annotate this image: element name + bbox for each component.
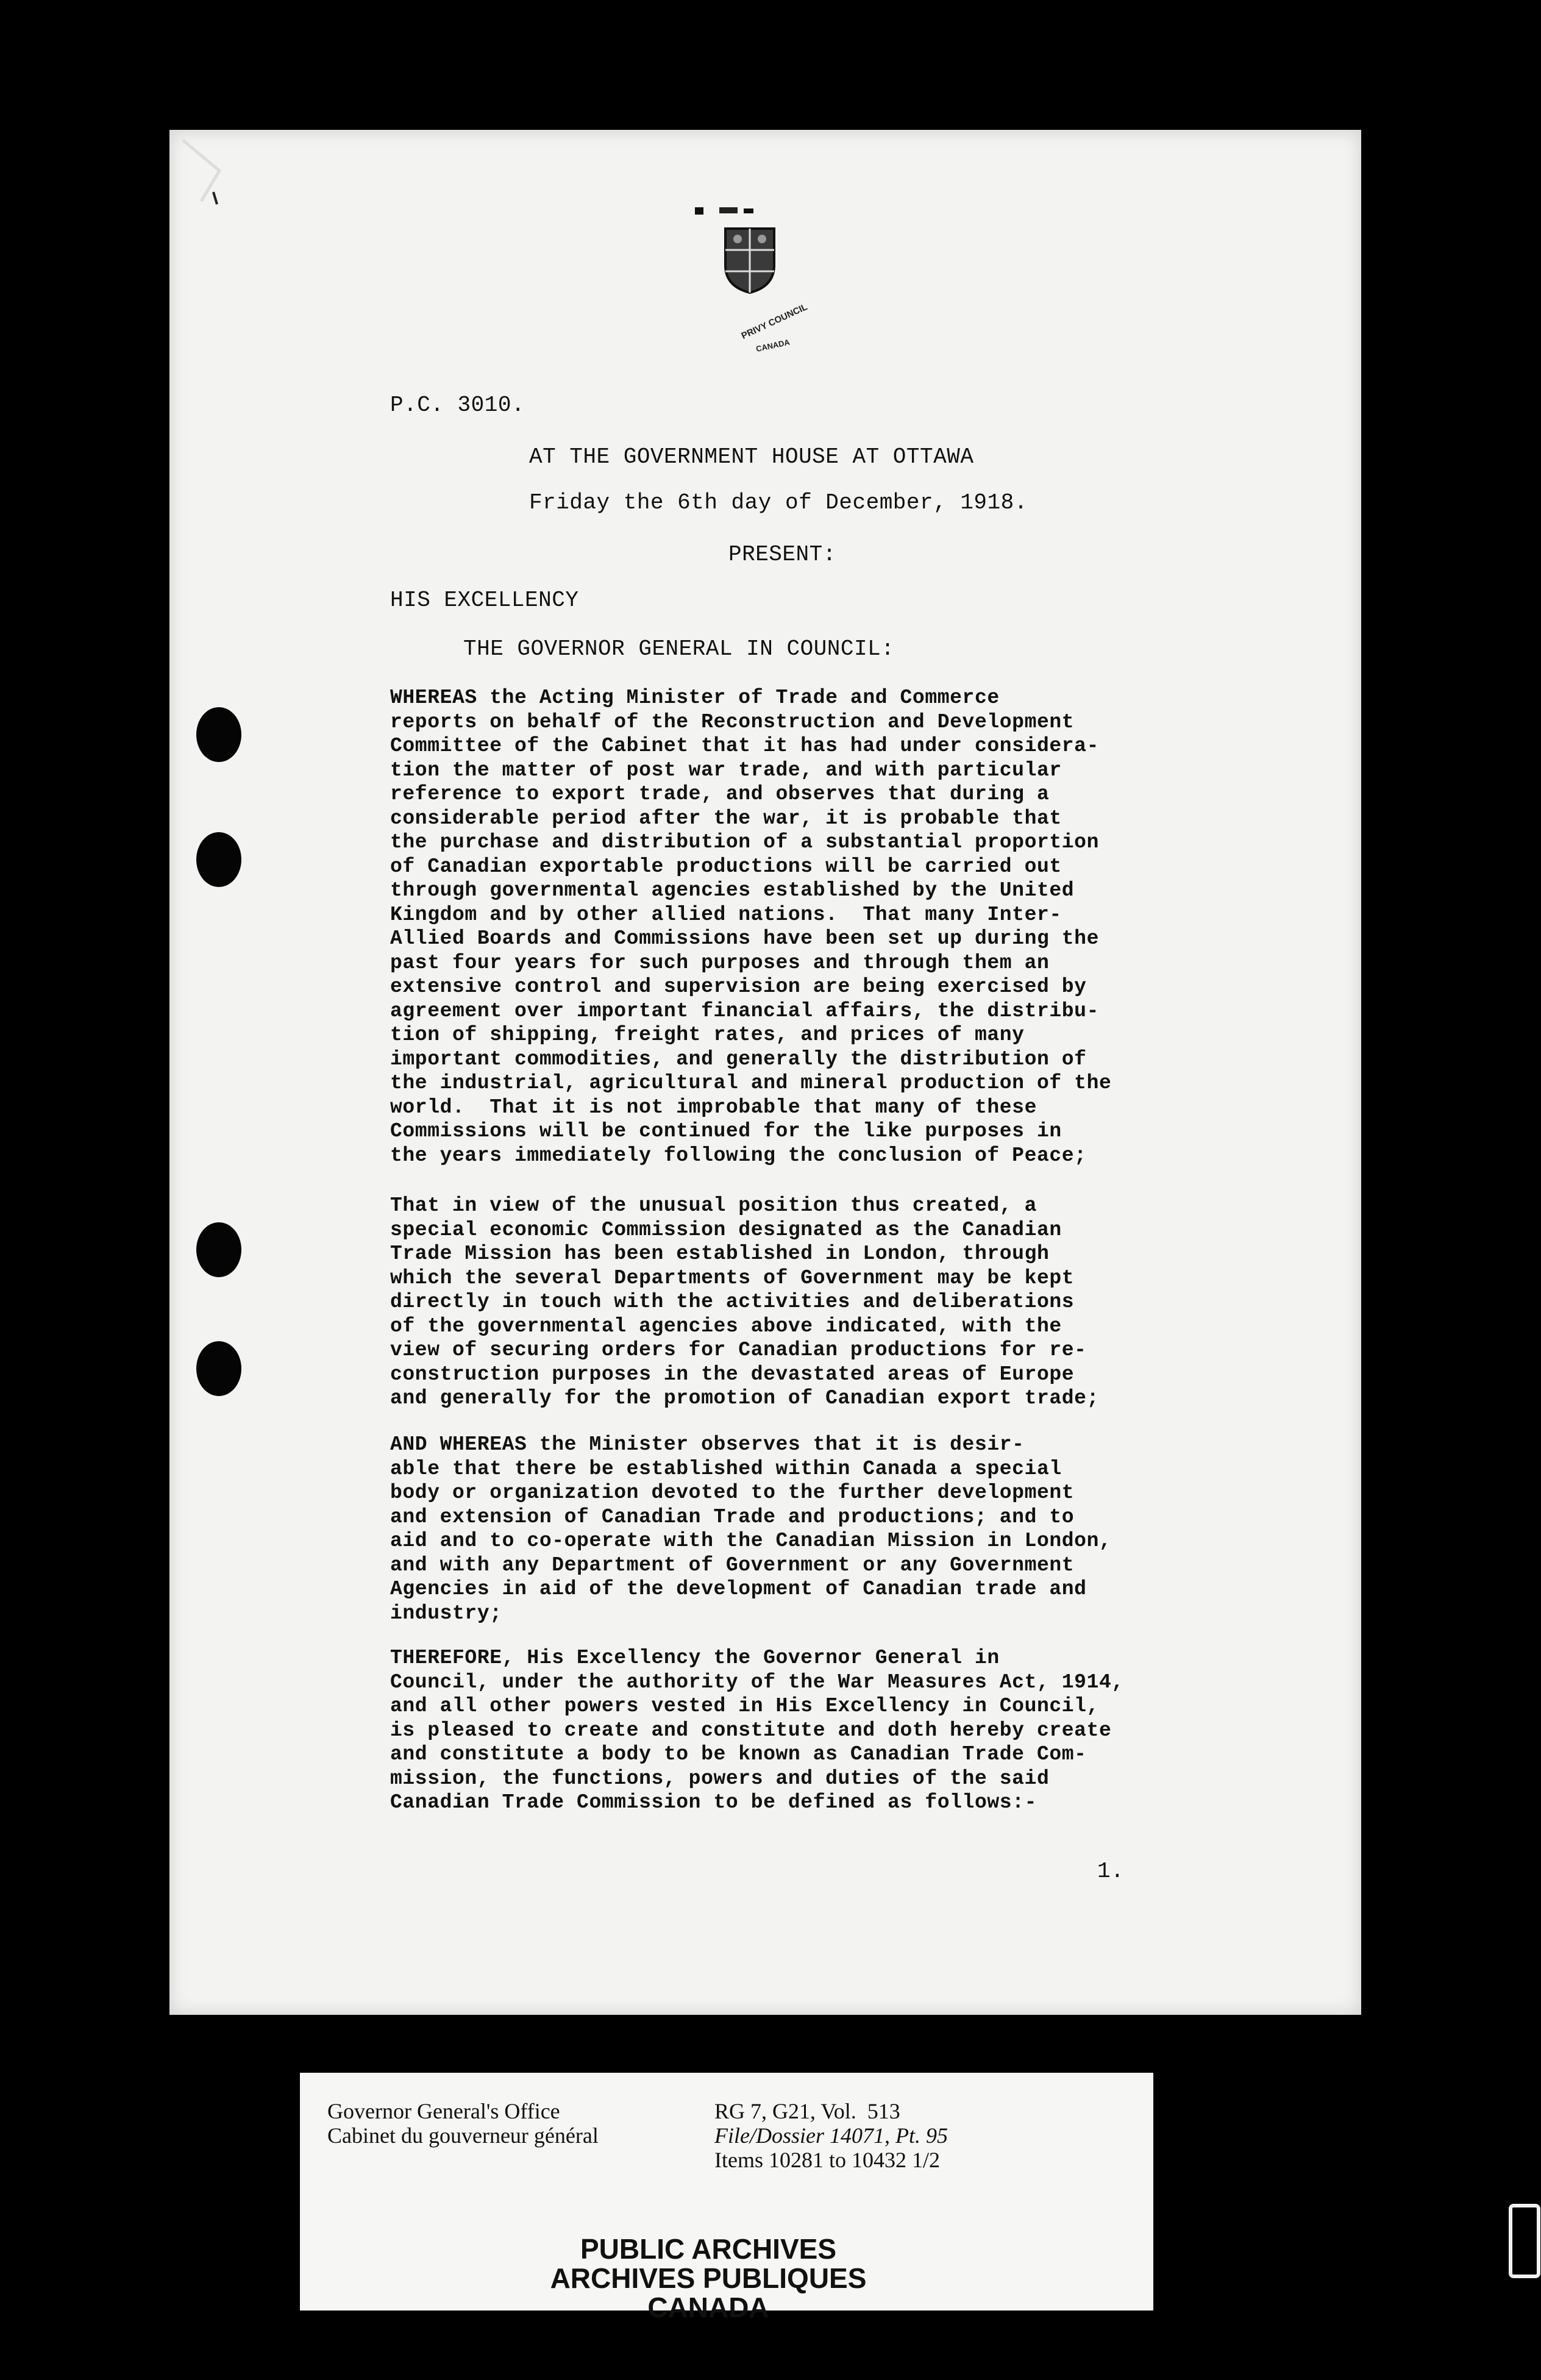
items-range: Items 10281 to 10432 1/2 (714, 2148, 940, 2172)
location-heading: AT THE GOVERNMENT HOUSE AT OTTAWA (529, 444, 974, 469)
film-edge-mark (1509, 2204, 1540, 2278)
binder-hole (196, 832, 241, 887)
whereas-paragraph: WHEREAS the Acting Minister of Trade and Commerce reports on behalf of the Reconstruction and Development Committee of the Cabinet that it has had under considera- tion the matter of post war trade, and with particular reference to export trade, and observes that during a considerable period after the war, it is probable that the purchase and distribution of a substantial proportion of Canadian exportable productions will be carried out through governmental agencies established by the United Kingdom and by other allied nations. That many Inter- Allied Boards and Commissions have been set up during the past four years for such purposes and through them an extensive control and supervision are being exercised by agreement over important financial affairs, the distribu- tion of shipping, freight rates, and prices of many important commodities, and generally the distribution of the industrial, agricultural and mineral production of the world. That it is not improbable that many of these Commissions will be continued for the like purposes in the years immediately following the conclusion of Peace; (390, 686, 1112, 1167)
office-en: Governor General's Office (327, 2099, 560, 2123)
stamp-line-1: PUBLIC ARCHIVES (580, 2233, 836, 2265)
binder-hole (196, 1222, 241, 1277)
svg-text:CANADA: CANADA (755, 337, 791, 354)
privy-council-seal-icon (683, 201, 823, 366)
and-whereas-paragraph: AND WHEREAS the Minister observes that it is desir- able that there be established within Canada a special body or organization devoted to the further development and extension of Canadian Trade and productions; and to aid and to co-operate with the Canadian Mission in London, and with any Department of Government or any Government Agencies in aid of the development of Canadian trade and industry; (390, 1433, 1112, 1625)
archives-stamp (495, 2234, 922, 2322)
file-number: File/Dossier 14071, Pt. 95 (714, 2123, 948, 2148)
binder-hole (196, 1341, 241, 1396)
page-number: 1. (1097, 1859, 1125, 1884)
record-group: RG 7, G21, Vol. 513 (714, 2099, 900, 2123)
therefore-paragraph: THEREFORE, His Excellency the Governor General in Council, under the authority of the War Measures Act, 1914, and all other powers vested in His Excellency in Council, is pleased to create and constitute and doth hereby create and constitute a body to be known as Canadian Trade Com- mission, the functions, powers and duties of the said Canadian Trade Commission to be defined as follows:- (390, 1647, 1124, 1814)
folded-corner-mark (177, 134, 226, 207)
present-heading: PRESENT: (728, 542, 836, 567)
his-excellency: HIS EXCELLENCY (390, 588, 579, 613)
binder-hole (196, 707, 241, 762)
date-line: Friday the 6th day of December, 1918. (529, 490, 1028, 515)
stamp-line-3: CANADA (647, 2292, 769, 2323)
office-fr: Cabinet du gouverneur général (327, 2123, 599, 2148)
archive-label-card (300, 2073, 1153, 2323)
svg-text:PRIVY COUNCIL: PRIVY COUNCIL (739, 301, 810, 341)
order-number: P.C. 3010. (390, 393, 525, 418)
governor-in-council: THE GOVERNOR GENERAL IN COUNCIL: (463, 636, 895, 661)
stamp-line-2: ARCHIVES PUBLIQUES (550, 2262, 867, 2294)
trade-mission-paragraph: That in view of the unusual position thus created, a special economic Commission designated as the Canadian Trade Mission has been established in London, through which the several Departments of Government may be kept directly in touch with the activities and deliberations of the governmental agencies above indicated, with the view of securing orders for Canadian productions for re- construction purposes in the devastated areas of Europe and generally for the promotion of Canadian export trade; (390, 1194, 1099, 1409)
